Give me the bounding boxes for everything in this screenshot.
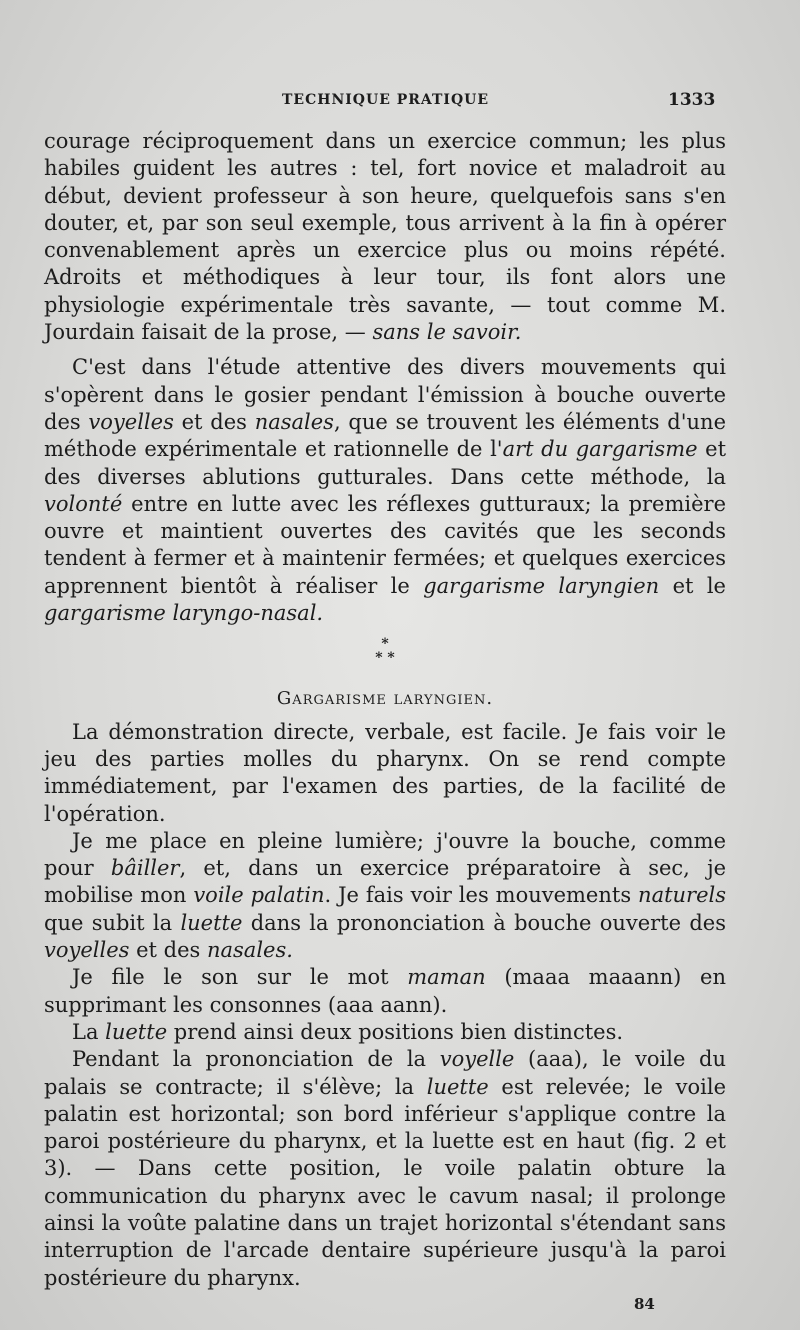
- text-run: entre en lutte avec les réflexes gutturaux; la première ouvre et maintient ouvertes des cavités que les seconds tendent à fermer et à maintenir fermées; et quelques exercices apprennent bientôt à réaliser le: [44, 491, 726, 598]
- text-run: (aaa), le voile du palais se contracte; il s'élève; la: [44, 1047, 726, 1099]
- italic-run: bâiller: [110, 856, 180, 881]
- text-run: et des: [129, 938, 207, 963]
- italic-run: luette: [105, 1019, 168, 1044]
- paragraph: [44, 828, 726, 964]
- italic-run: gargarisme laryngo-nasal.: [44, 601, 324, 626]
- italic-run: sans le savoir.: [372, 320, 522, 345]
- section-title: Gargarisme laryngien.: [276, 688, 494, 710]
- text-run: Je me place en pleine lumière; j'ouvre la bouche, comme pour: [44, 828, 726, 881]
- text-run: La: [72, 1019, 106, 1044]
- italic-run: luette: [180, 910, 243, 935]
- text-run: prend ainsi deux positions bien distinctes.: [167, 1019, 624, 1044]
- text-run: Je file le son sur le mot: [72, 965, 408, 990]
- italic-run: art du gargarisme: [502, 437, 698, 462]
- italic-run: gargarisme laryngien: [423, 573, 660, 598]
- running-title: TECHNIQUE PRATIQUE: [282, 92, 490, 108]
- italic-run: nasales: [254, 409, 334, 434]
- text-run: que subit la: [44, 910, 181, 935]
- text-run: est relevée; le voile palatin est horizontal; son bord inférieur s'applique contre la paroi postérieure du pharynx, et la luette est en haut (fig. 2 et 3). — Dans cette position, le voile palatin obture la communication du pharynx avec le cavum nasal; il prolonge ainsi la voûte palatine dans un trajet horizontal s'étendant sans interruption de l'arcade dentaire supérieure jusqu'à la paroi postérieure du pharynx.: [44, 1074, 726, 1290]
- italic-run: voile palatin: [193, 883, 325, 908]
- asterism-top: *: [381, 636, 389, 653]
- signature-mark: 84: [634, 1295, 655, 1313]
- text-run: C'est dans l'étude attentive des divers mouvements qui s'opèrent dans le gosier pendant l'émission à bouche ouverte des: [44, 355, 726, 434]
- text-run: , que se trouvent les éléments d'une méthode expérimentale et rationnelle de l': [44, 409, 727, 462]
- paragraph: [44, 1046, 726, 1292]
- page-header: [0, 92, 800, 116]
- italic-run: nasales.: [206, 938, 293, 963]
- asterism: [44, 637, 726, 665]
- paragraph: [44, 128, 726, 346]
- italic-run: voyelle: [439, 1047, 515, 1072]
- paragraph: [44, 964, 726, 1019]
- text-run: et le: [659, 573, 726, 598]
- paragraph: [44, 1019, 726, 1046]
- text-run: et des: [173, 409, 255, 434]
- text-run: et des diverses ablutions gutturales. Dans cette méthode, la: [44, 437, 727, 489]
- text-run: courage réciproquement dans un exercice commun; les plus habiles guident les autres : tel, fort novice et maladroit au début, devient professeur à son heure, quelquefois sans s'en douter, et, par son seul exemple, tous arrivent à la fin à opérer convenablement après un exercice plus ou moins répété. Adroits et méthodiques à leur tour, ils font alors une physiologie expérimentale très savante, — tout comme M. Jourdain faisait de la prose, —: [44, 129, 726, 345]
- paragraph: [44, 354, 726, 627]
- italic-run: maman: [407, 965, 486, 990]
- italic-run: volonté: [44, 491, 123, 516]
- italic-run: voyelles: [44, 938, 130, 963]
- paragraph: La démonstration directe, verbale, est facile. Je fais voir le jeu des parties molles du pharynx. On se rend compte immédiatement, par l'examen des parties, de la facilité de l'opération.: [44, 719, 726, 826]
- text-run: , et, dans un exercice préparatoire à sec, je mobilise mon: [44, 856, 727, 908]
- page-number: 1333: [668, 90, 716, 110]
- body-text: [44, 128, 726, 1292]
- text-run: . Je fais voir les mouvements: [324, 883, 639, 908]
- italic-run: voyelles: [88, 409, 174, 434]
- italic-run: luette: [426, 1074, 489, 1099]
- text-run: Pendant la prononciation de la: [72, 1047, 440, 1072]
- text-run: dans la prononciation à bouche ouverte des: [242, 910, 726, 935]
- asterism-bottom: * *: [375, 650, 395, 667]
- text-run: (maaa maaann) en supprimant les consonnes (aaa aann).: [44, 965, 726, 1017]
- italic-run: naturels: [638, 883, 727, 908]
